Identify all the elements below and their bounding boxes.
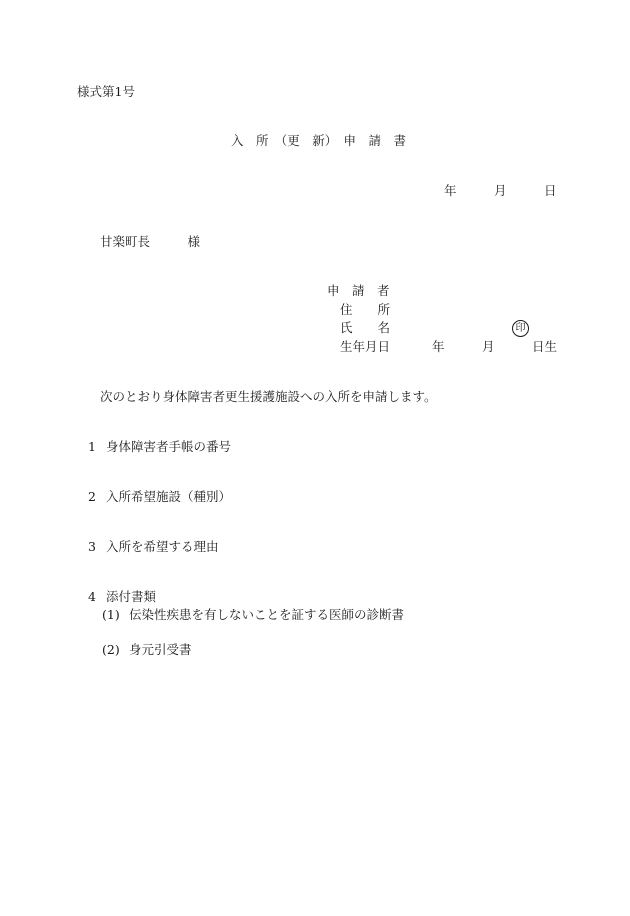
item-number: 2 — [88, 489, 96, 504]
form-number: 様式第1号 — [77, 84, 135, 99]
birth-value: 年 月 日生 — [432, 339, 558, 354]
item-label: 入所を希望する理由 — [106, 539, 219, 554]
intro-text: 次のとおり身体障害者更生援護施設への入所を申請します。 — [100, 389, 437, 404]
item-number: 3 — [88, 539, 96, 554]
item-label: 身体障害者手帳の番号 — [106, 439, 232, 454]
item-number: 1 — [88, 439, 96, 454]
seal-mark: 印 — [512, 320, 529, 337]
address-label: 住 所 — [340, 302, 391, 317]
addressee: 甘楽町長 様 — [100, 234, 201, 249]
page-title: 入 所 （更 新） 申 請 書 — [231, 133, 407, 148]
name-label: 氏 名 — [340, 320, 391, 335]
applicant-heading: 申 請 者 — [327, 283, 390, 298]
attachment-label: 伝染性疾患を有しないことを証する医師の診断書 — [129, 607, 405, 622]
attachment-label: 身元引受書 — [129, 642, 192, 657]
item-number: 4 — [88, 589, 96, 604]
attachment-number: (1) — [102, 607, 120, 622]
attachment-number: (2) — [102, 642, 120, 657]
item-label: 添付書類 — [106, 589, 157, 604]
birth-label: 生年月日 — [340, 339, 391, 354]
date-line: 年 月 日 — [444, 183, 557, 198]
item-label: 入所希望施設（種別） — [106, 489, 232, 504]
